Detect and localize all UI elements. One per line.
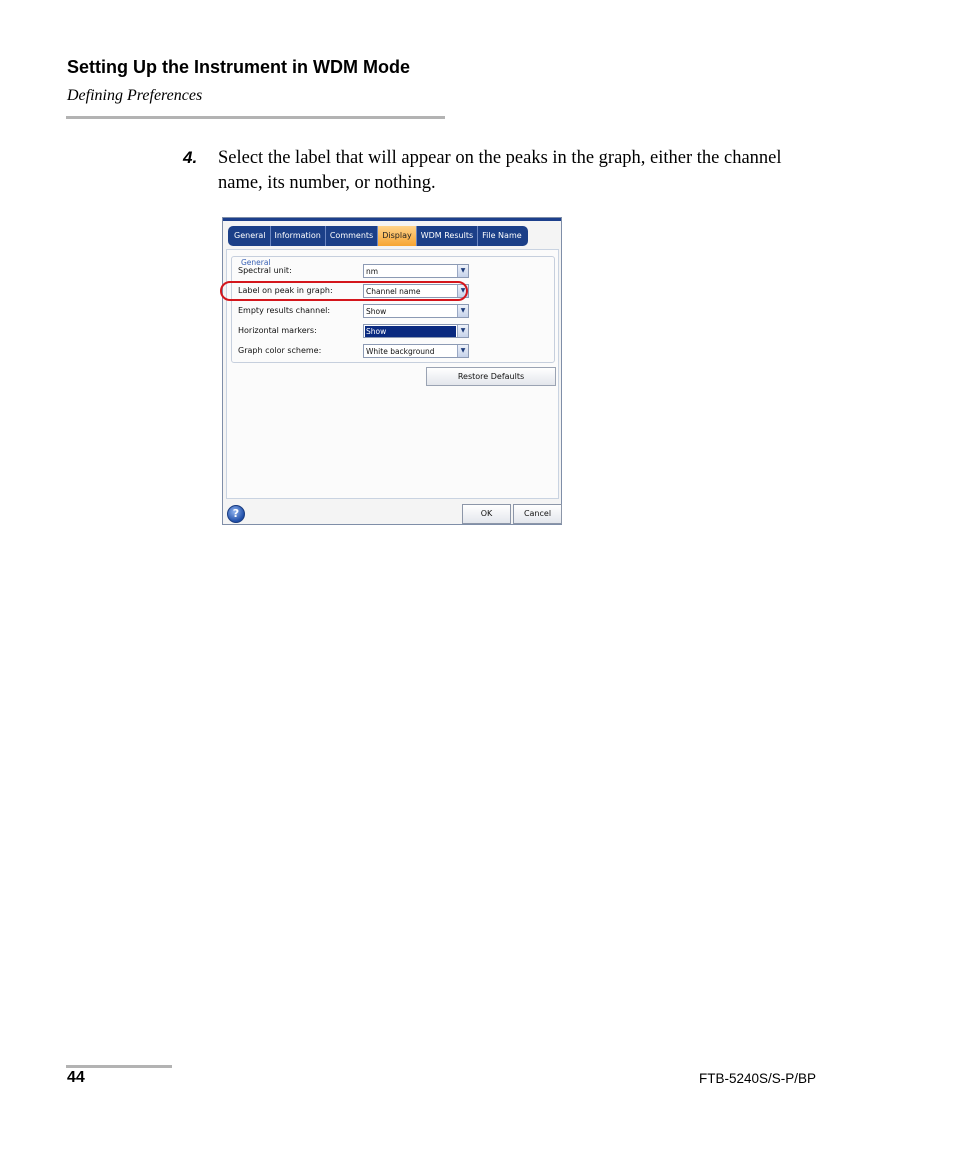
horizontal-markers-label: Horizontal markers: <box>238 326 317 335</box>
graph-color-row <box>238 344 538 358</box>
general-group <box>231 256 555 363</box>
header-rule <box>66 116 445 119</box>
chevron-down-icon[interactable]: ▼ <box>457 345 468 357</box>
restore-defaults-button[interactable]: Restore Defaults <box>426 367 556 386</box>
chevron-down-icon[interactable]: ▼ <box>457 325 468 337</box>
footer-rule <box>66 1065 172 1068</box>
spectral-unit-value: nm <box>366 267 379 276</box>
graph-color-value: White background <box>366 347 435 356</box>
cancel-button[interactable]: Cancel <box>513 504 562 524</box>
page-number: 44 <box>67 1069 85 1086</box>
tab-display[interactable]: Display <box>378 226 417 246</box>
empty-results-label: Empty results channel: <box>238 306 331 315</box>
tab-file-name[interactable]: File Name <box>482 231 522 240</box>
spectral-unit-select[interactable] <box>363 264 469 278</box>
horizontal-markers-row <box>238 324 538 338</box>
label-on-peak-label: Label on peak in graph: <box>238 286 333 295</box>
tab-information[interactable]: Information <box>271 226 326 246</box>
graph-color-label: Graph color scheme: <box>238 346 322 355</box>
highlight-callout <box>220 281 468 301</box>
dialog-top-bar <box>223 218 561 221</box>
section-subtitle: Defining Preferences <box>67 87 203 104</box>
section-title: Setting Up the Instrument in WDM Mode <box>67 57 410 77</box>
tab-comments[interactable]: Comments <box>326 226 378 246</box>
tab-general[interactable]: General <box>230 226 271 246</box>
empty-results-row <box>238 304 538 318</box>
product-name: FTB-5240S/S-P/BP <box>698 1071 816 1086</box>
ok-button[interactable]: OK <box>462 504 511 524</box>
tab-wdm-results[interactable]: WDM Results <box>417 226 478 246</box>
horizontal-markers-value: Show <box>365 326 456 337</box>
group-legend: General <box>241 258 271 267</box>
chevron-down-icon[interactable]: ▼ <box>457 305 468 317</box>
chevron-down-icon[interactable]: ▼ <box>457 285 468 297</box>
tab-bar <box>228 226 528 246</box>
horizontal-markers-select[interactable] <box>363 324 469 338</box>
empty-results-select[interactable] <box>363 304 469 318</box>
step-text: Select the label that will appear on the peaks in the graph, either the channel name, its number, or nothing. <box>218 148 782 193</box>
empty-results-value: Show <box>366 307 387 316</box>
label-on-peak-value: Channel name <box>366 287 421 296</box>
chevron-down-icon[interactable]: ▼ <box>457 265 468 277</box>
help-icon[interactable]: ? <box>227 505 245 523</box>
preferences-dialog-screenshot <box>222 217 562 525</box>
spectral-unit-label: Spectral unit: <box>238 266 292 275</box>
spectral-unit-row <box>238 264 538 278</box>
graph-color-select[interactable] <box>363 344 469 358</box>
step-number: 4. <box>183 148 198 167</box>
